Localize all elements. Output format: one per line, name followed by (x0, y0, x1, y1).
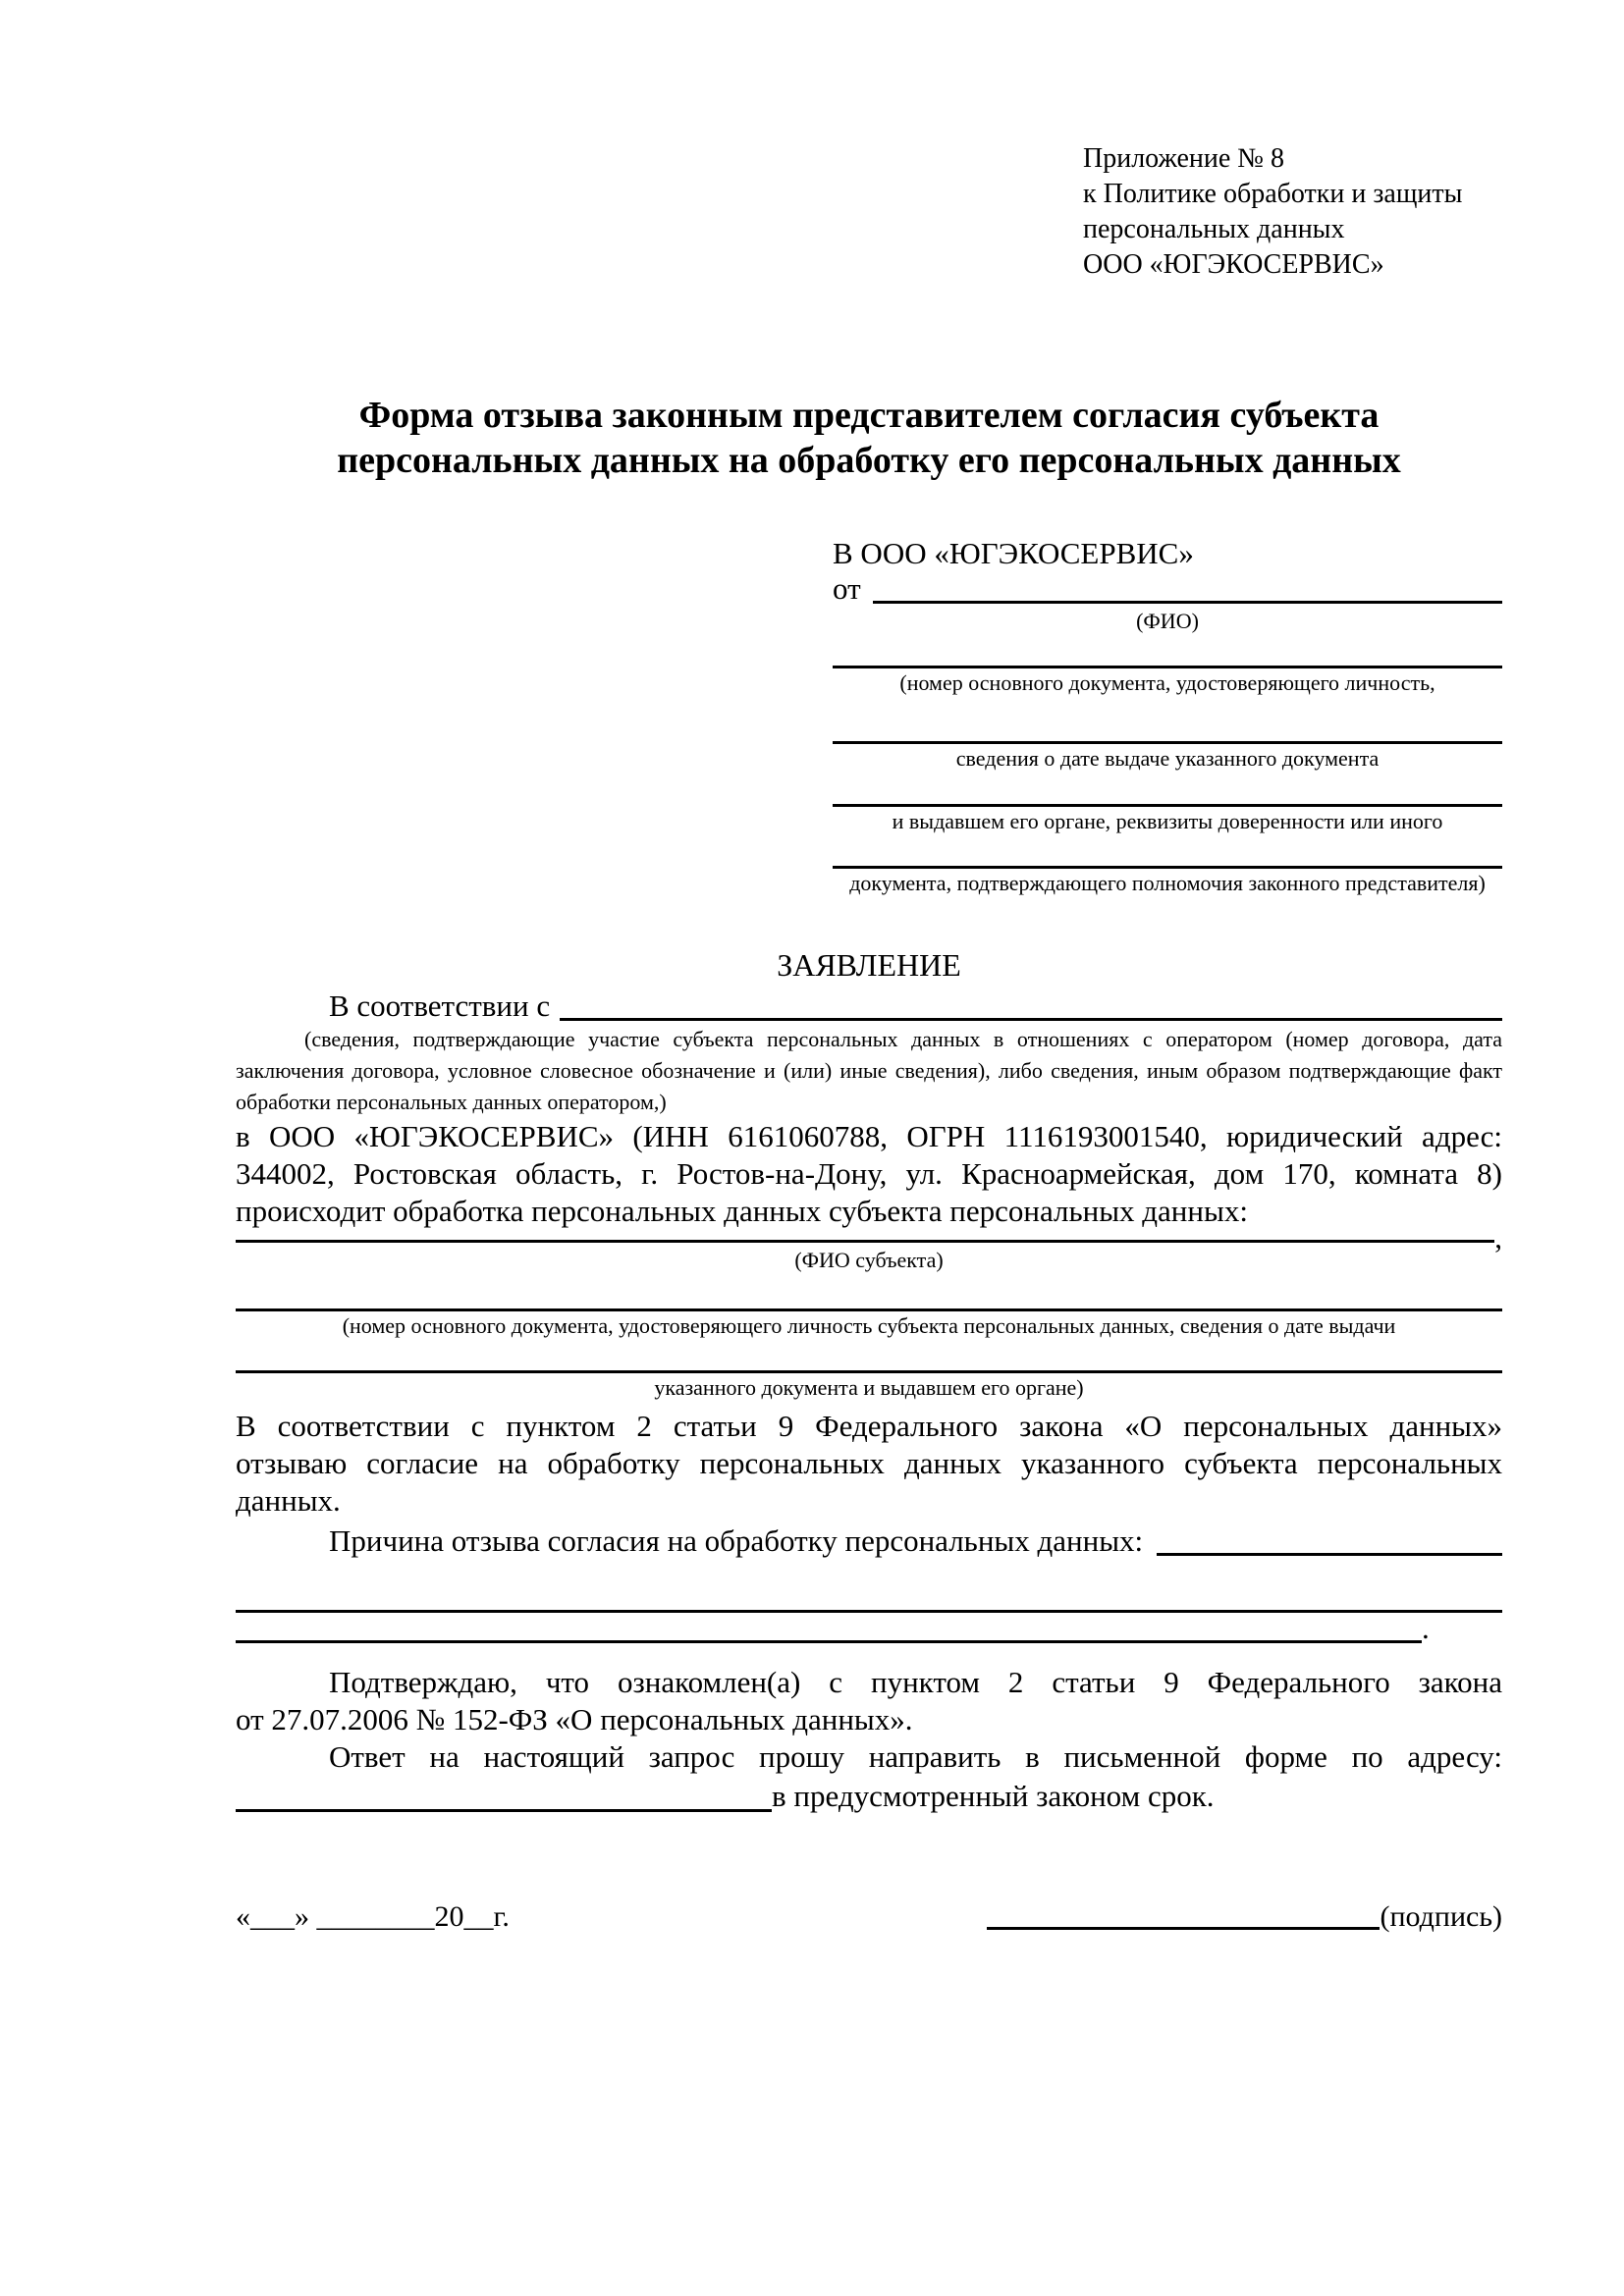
field-caption-doc-number: (номер основного документа, удостоверяющего личность, (899, 670, 1435, 695)
small-print-line: заключения договора, условное словесное обозначение и (или) иные сведения), либо сведения, иным образом подтверждающие факт (236, 1058, 1502, 1083)
reason-period: . (1422, 1611, 1430, 1645)
field-caption-subject-issuer: указанного документа и выдавшем его органе) (654, 1375, 1084, 1400)
blank-underline-address (236, 1809, 772, 1812)
appendix-line: персональных данных (1083, 214, 1345, 244)
blank-reason-line3-row (236, 1613, 1502, 1646)
withdrawal-paragraph (236, 1408, 1502, 1520)
confirmation-line: Подтверждаю, что ознакомлен(а) с пунктом 2 статьи 9 Федерального закона (329, 1665, 1502, 1699)
operator-paragraph (236, 1118, 1502, 1230)
blank-underline-subject-issuer (236, 1341, 1502, 1373)
appendix-line: к Политике обработки и защиты (1083, 179, 1463, 209)
blank-underline-subject-doc (236, 1275, 1502, 1311)
addressee-block (833, 534, 1502, 898)
response-tail: в предусмотренный законом срок. (772, 1779, 1215, 1813)
response-address-row (236, 1776, 1502, 1815)
response-paragraph (236, 1738, 1502, 1815)
operator-line: происходит обработка персональных данных субъекта персональных данных: (236, 1194, 1248, 1228)
appendix-line: Приложение № 8 (1083, 143, 1284, 174)
withdrawal-line: данных. (236, 1483, 341, 1518)
blank-underline-authority-doc (833, 836, 1502, 869)
intro-prefix: В соответствии с (329, 988, 551, 1023)
blank-underline-doc-number (833, 636, 1502, 668)
field-caption-authority-doc: документа, подтверждающего полномочия законного представителя) (849, 871, 1486, 895)
blank-underline-reason-line3 (236, 1640, 1422, 1643)
confirmation-line: от 27.07.2006 № 152-ФЗ «О персональных данных». (236, 1702, 913, 1736)
from-field-row (833, 573, 1502, 607)
small-print-line: обработки персональных данных оператором,) (236, 1090, 667, 1114)
subject-fio-row (236, 1220, 1502, 1255)
blank-underline-issue-date (833, 698, 1502, 744)
operator-line: в ООО «ЮГЭКОСЕРВИС» (ИНН 6161060788, ОГРН 1116193001540, юридический адрес: (236, 1119, 1502, 1153)
confirmation-paragraph (236, 1664, 1502, 1738)
title-line: персональных данных на обработку его персональных данных (337, 440, 1401, 481)
document-title (236, 393, 1502, 483)
blank-underline-signature (987, 1927, 1380, 1930)
blank-underline-reason (1157, 1553, 1502, 1556)
footer (236, 1897, 1502, 1937)
reason-label: Причина отзыва согласия на обработку персональных данных: (329, 1523, 1144, 1558)
withdrawal-line: В соответствии с пунктом 2 статьи 9 Федерального закона «О персональных данных» (236, 1409, 1502, 1443)
blank-underline-subject-fio (236, 1240, 1494, 1243)
blank-underline-fio (873, 601, 1502, 604)
field-caption-issue-date: сведения о дате выдаче указанного документа (955, 746, 1380, 771)
statement-heading: ЗАЯВЛЕНИЕ (777, 947, 961, 983)
appendix-line: ООО «ЮГЭКОСЕРВИС» (1083, 249, 1384, 280)
field-caption-fio: (ФИО) (1136, 609, 1199, 633)
field-caption-issuer: и выдавшем его органе, реквизиты доверенности или иного (892, 809, 1443, 833)
intro-row (236, 990, 1502, 1024)
date-field: «___» ________20__г. (236, 1900, 510, 1933)
subject-fields (236, 1220, 1502, 1403)
response-line: Ответ на настоящий запрос прошу направить в письменной форме по адресу: (329, 1739, 1502, 1774)
withdrawal-line: отзываю согласие на обработку персональных данных указанного субъекта персональных (236, 1446, 1502, 1480)
field-caption-subject-doc: (номер основного документа, удостоверяющего личность субъекта персональных данных, сведения о дате выдачи (342, 1313, 1396, 1338)
blank-underline-basis (560, 1018, 1502, 1021)
operator-line: 344002, Ростовская область, г. Ростов-на-Дону, ул. Красноармейская, дом 170, комната 8) (236, 1156, 1502, 1191)
blank-underline-issuer (833, 774, 1502, 807)
blank-underline-reason-line2 (236, 1559, 1502, 1613)
signature-block (987, 1897, 1502, 1937)
appendix-block (1083, 141, 1502, 283)
small-print-line: (сведения, подтверждающие участие субъекта персональных данных в отношениях с оператором (номер договора, дата (304, 1027, 1502, 1051)
addressee-to: В ООО «ЮГЭКОСЕРВИС» (833, 536, 1194, 570)
title-line: Форма отзыва законным представителем согласия субъекта (358, 395, 1380, 436)
reason-row (236, 1523, 1502, 1559)
small-print-block (236, 1024, 1502, 1118)
from-label: от (833, 571, 861, 606)
field-caption-subject-fio: (ФИО субъекта) (794, 1248, 944, 1272)
subject-comma: , (1494, 1220, 1502, 1255)
signature-caption: (подпись) (1380, 1900, 1502, 1933)
